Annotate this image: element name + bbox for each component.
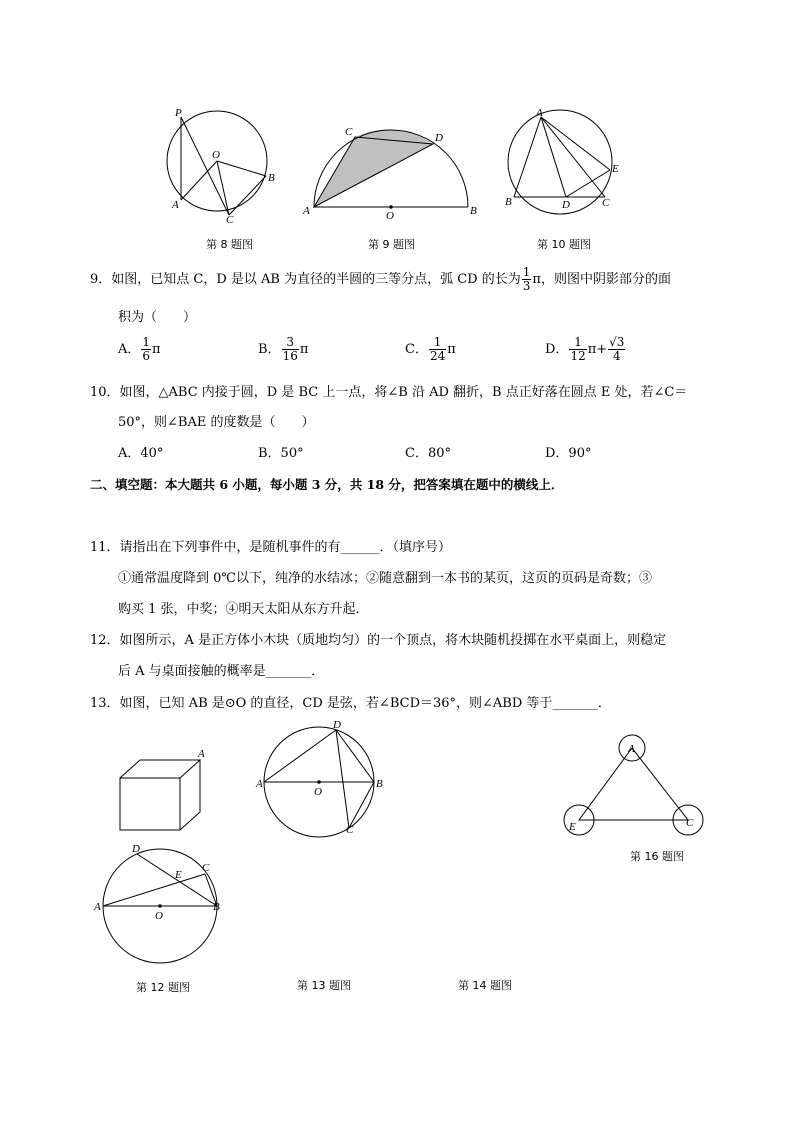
label-c: C [686, 817, 694, 829]
label-b: B [213, 901, 220, 913]
question-13-line1: 13．如图，已知 AB 是⊙O 的直径，CD 是弦，若∠BCD＝36°，则∠ABD 等于_______． [90, 696, 611, 711]
figure-9 [300, 122, 485, 222]
label-c: C [345, 126, 353, 138]
label-e: E [569, 821, 576, 833]
caption-fig13: 第 13 题图 [297, 979, 351, 992]
caption-fig8: 第 8 题图 [206, 238, 253, 251]
figure-16 [560, 732, 710, 842]
label-e: E [612, 163, 619, 175]
question-9-cont: 积为（ ） [118, 310, 197, 325]
question-11-line3: 购买 1 张，中奖；④明天太阳从东方升起． [118, 602, 369, 617]
label-e: E [175, 869, 182, 881]
label-a: A [94, 901, 101, 913]
q10-option-b: B．50° [258, 446, 304, 461]
question-11-line1: 11．请指出在下列事件中，是随机事件的有______．（填序号） [90, 540, 452, 555]
label-c: C [202, 862, 210, 874]
label-o: O [314, 786, 322, 798]
q10-option-a: A．40° [118, 446, 164, 461]
label-p: P [175, 107, 182, 119]
question-12-line2: 后 A 与桌面接触的概率是_______． [118, 664, 325, 679]
label-a: A [172, 199, 179, 211]
label-b: B [268, 172, 275, 184]
q10-option-d: D．90° [545, 446, 592, 461]
caption-fig12: 第 12 题图 [136, 981, 190, 994]
question-10-line2: 50°，则∠BAE 的度数是（ ） [118, 415, 315, 430]
label-b: B [470, 205, 477, 217]
q9-option-c: C． $\frac{1}{24}$ π [405, 335, 456, 363]
caption-fig16: 第 16 题图 [630, 850, 684, 863]
figure-10 [498, 104, 628, 219]
figure-12 [92, 840, 227, 975]
q9-option-d: D． $\frac{1}{12}$ π+ $\frac{√3}{4}$ [545, 335, 625, 363]
caption-fig9: 第 9 题图 [368, 238, 415, 251]
label-a: A [198, 748, 205, 760]
caption-fig10: 第 10 题图 [537, 238, 591, 251]
label-d: D [333, 719, 341, 731]
figure-13 [254, 716, 394, 841]
q9-option-a: A． $\frac{1}{6}$ π [118, 335, 161, 363]
label-d: D [562, 199, 570, 211]
question-9: 9．如图，已知点 C，D 是以 AB 为直径的半圆的三等分点，弧 CD 的长为 $\frac{1}{3}$ π，则图中阴影部分的面 [90, 265, 671, 293]
label-o: O [155, 910, 163, 922]
q10-option-c: C．80° [405, 446, 451, 461]
question-12-line1: 12．如图所示，A 是正方体小木块（质地均匀）的一个顶点，将木块随机投掷在水平桌面上，则稳定 [90, 633, 667, 648]
label-o: O [386, 210, 394, 222]
figure-cube [110, 742, 220, 832]
label-c: C [226, 214, 234, 224]
label-c: C [602, 197, 610, 209]
label-b: B [376, 778, 383, 790]
label-d: D [132, 843, 140, 855]
label-a: A [256, 778, 263, 790]
label-b: B [505, 196, 512, 208]
label-o: O [212, 149, 220, 161]
label-a: A [536, 107, 543, 119]
label-a: A [303, 205, 310, 217]
question-10-line1: 10．如图，△ABC 内接于圆，D 是 BC 上一点，将∠B 沿 AD 翻折，B 点正好落在圆点 E 处，若∠C＝ [90, 385, 688, 400]
question-11-line2: ①通常温度降到 0℃以下，纯净的水结冰；②随意翻到一本书的某页，这页的页码是奇数；③ [118, 571, 652, 586]
section-heading: 二、填空题：本大题共 6 小题，每小题 3 分，共 18 分，把答案填在题中的横线上． [90, 477, 564, 492]
caption-fig14: 第 14 题图 [458, 979, 512, 992]
label-a: A [628, 743, 635, 755]
label-d: D [435, 132, 443, 144]
figure-8 [160, 104, 290, 224]
q9-option-b: B． $\frac{3}{16}$ π [258, 335, 309, 363]
label-c: C [346, 824, 354, 836]
